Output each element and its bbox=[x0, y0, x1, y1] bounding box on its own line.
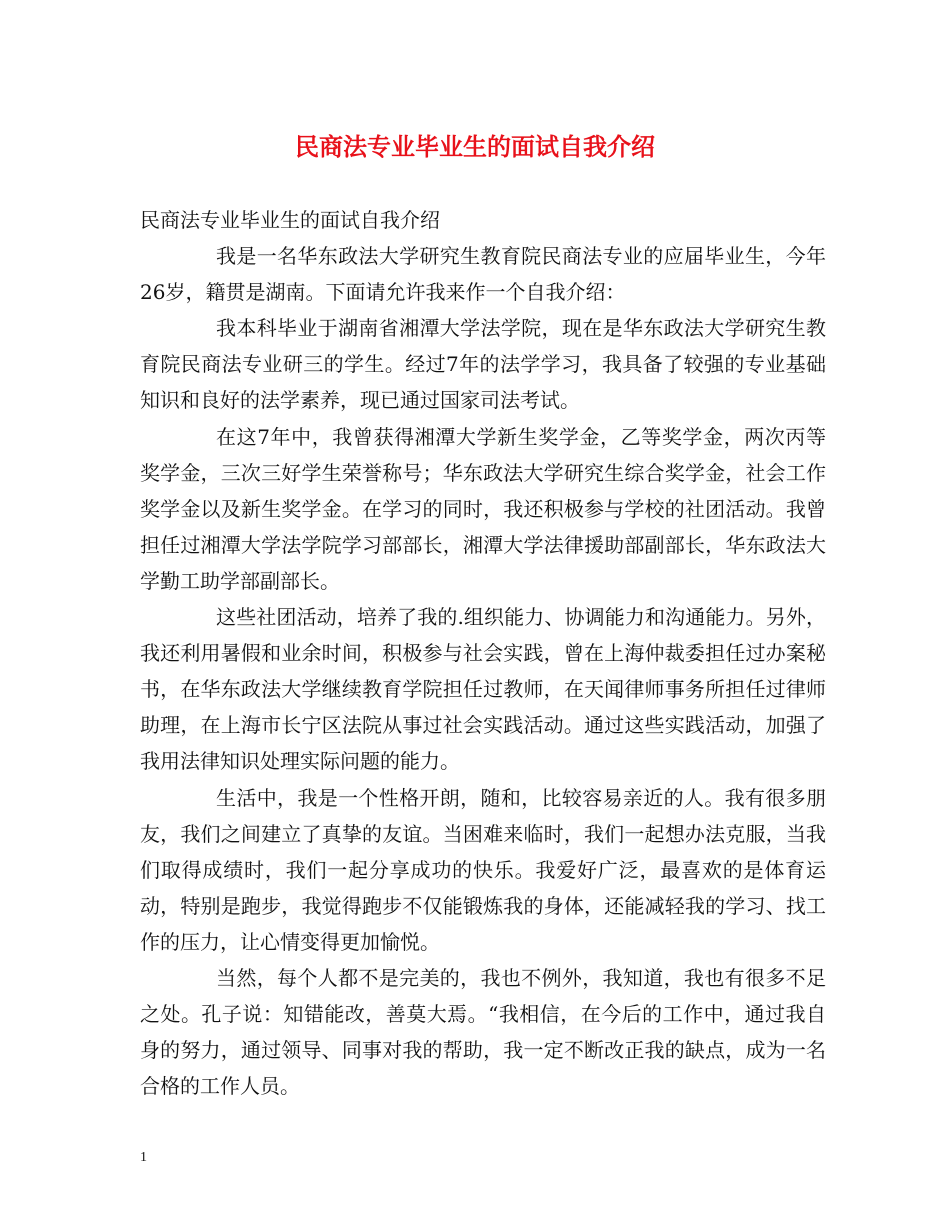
paragraph-conclusion: 当然，每个人都不是完美的，我也不例外，我知道，我也有很多不足之处。孔子说：知错能改，善莫大焉。“我相信，在今后的工作中，通过我自身的努力，通过领导、同事对我的帮助，我一定不断改正我的缺点，成为一名合格的工作人员。 bbox=[140, 965, 826, 1099]
paragraph-awards: 在这7年中，我曾获得湘潭大学新生奖学金，乙等奖学金，两次丙等奖学金，三次三好学生荣誉称号；华东政法大学研究生综合奖学金，社会工作奖学金以及新生奖学金。在学习的同时，我还积极参与学校的社团活动。我曾担任过湘潭大学法学院学习部部长，湘潭大学法律援助部副部长，华东政法大学勤工助学部副部长。 bbox=[140, 424, 826, 593]
document-body bbox=[140, 202, 826, 1104]
paragraph-practice: 这些社团活动，培养了我的.组织能力、协调能力和沟通能力。另外，我还利用暑假和业余时间，积极参与社会实践，曾在上海仲裁委担任过办案秘书，在华东政法大学继续教育学院担任过教师，在天闻律师事务所担任过律师助理，在上海市长宁区法院从事过社会实践活动。通过这些实践活动，加强了我用法律知识处理实际问题的能力。 bbox=[140, 605, 826, 774]
paragraph-life: 生活中，我是一个性格开朗，随和，比较容易亲近的人。我有很多朋友，我们之间建立了真挚的友谊。当困难来临时，我们一起想办法克服，当我们取得成绩时，我们一起分享成功的快乐。我爱好广泛，最喜欢的是体育运动，特别是跑步，我觉得跑步不仅能锻炼我的身体，还能减轻我的学习、找工作的压力，让心情变得更加愉悦。 bbox=[140, 785, 826, 954]
subtitle-line: 民商法专业毕业生的面试自我介绍 bbox=[140, 208, 440, 232]
page-number: 1 bbox=[140, 1150, 147, 1165]
paragraph-intro: 我是一名华东政法大学研究生教育院民商法专业的应届毕业生，今年26岁，籍贯是湖南。下面请允许我来作一个自我介绍： bbox=[140, 244, 826, 305]
document-title: 民商法专业毕业生的面试自我介绍 bbox=[295, 132, 655, 161]
paragraph-education: 我本科毕业于湖南省湘潭大学法学院，现在是华东政法大学研究生教育院民商法专业研三的学生。经过7年的法学学习，我具备了较强的专业基础知识和良好的法学素养，现已通过国家司法考试。 bbox=[140, 316, 826, 413]
